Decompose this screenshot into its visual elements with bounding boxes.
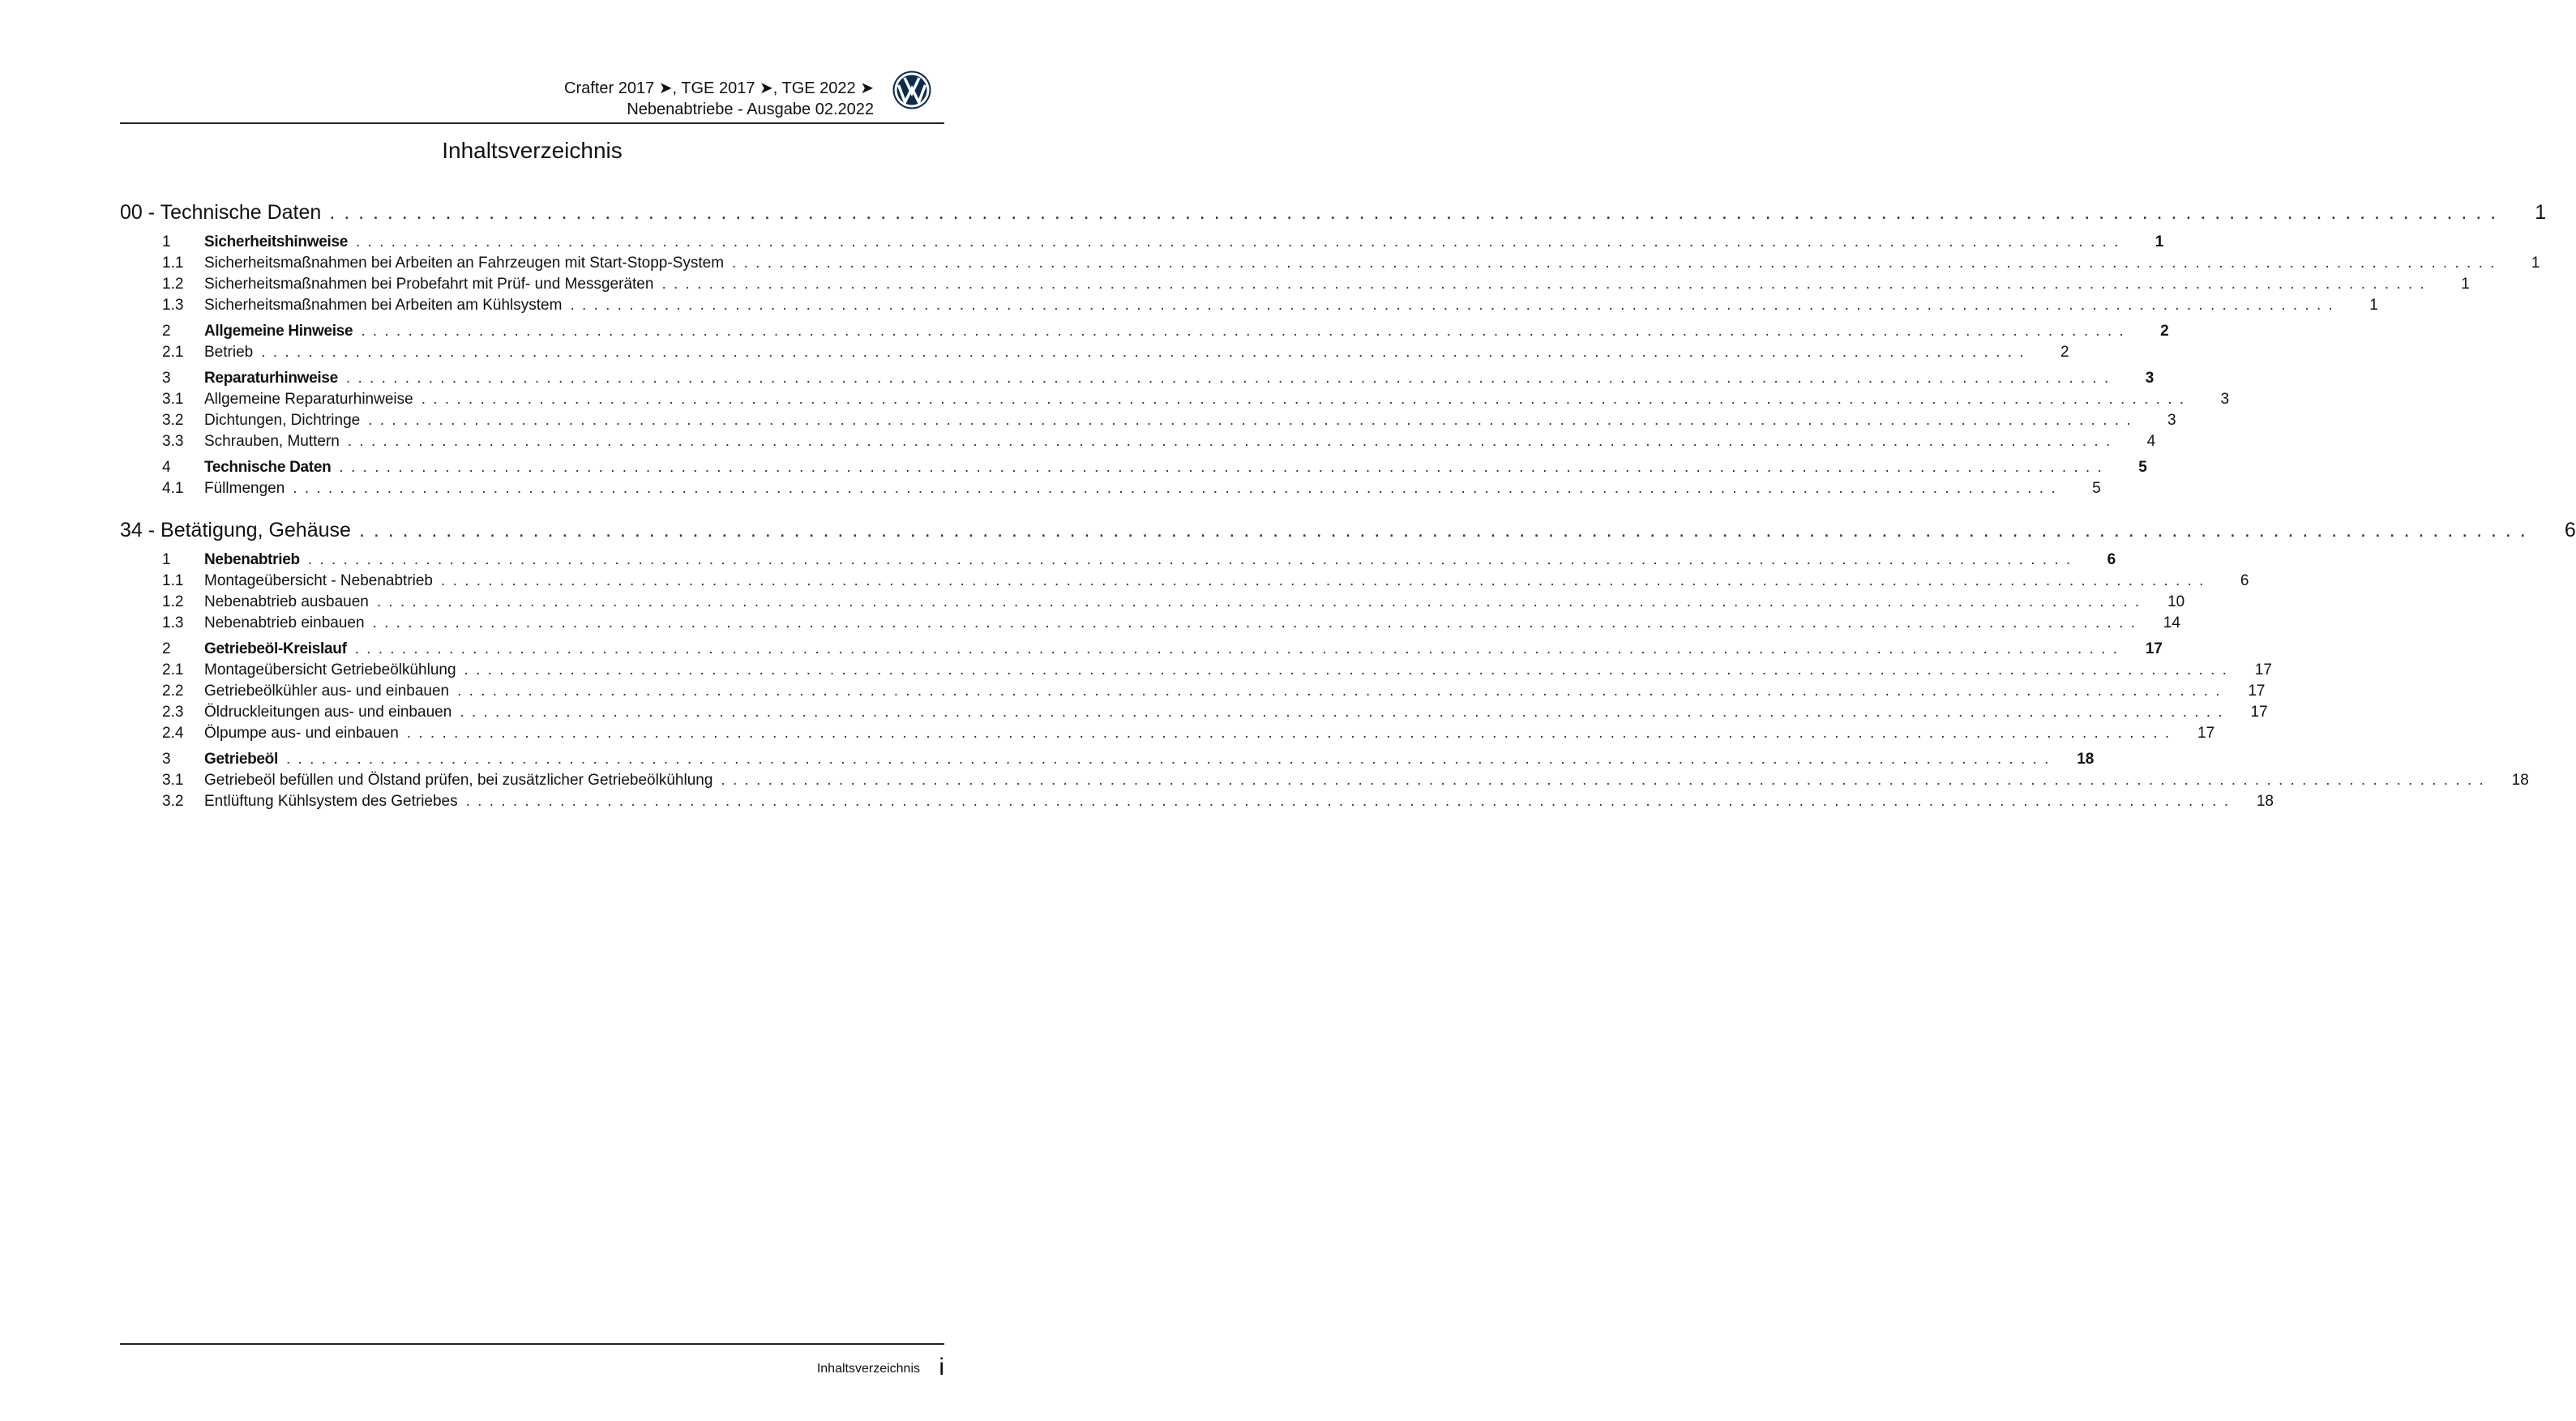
toc-entry-00-1-2[interactable] — [120, 274, 2470, 295]
footer-label: Inhaltsverzeichnis — [816, 1362, 920, 1376]
toc-section-number: 4 — [162, 459, 171, 476]
leader-dots: . . . . . . . . . . . . . . . . . . . . . . . . . . . . . . . . . . . . . . . . . . . . . . . . . . . . . . . . . . . . . . . . . . . . . . . . . . . . . . . . . . . . . . . . . . . . . . . . . . . . . . . . . . . . . . . . . . . . . . . . . . . . . . . . . . . . . . . . . . . . . . . . . . . . . . — [368, 412, 2133, 429]
toc-page-number: 14 — [2163, 614, 2180, 631]
toc-entry-number: 4.1 — [162, 480, 184, 497]
document-header — [122, 78, 874, 120]
toc-page-number: 10 — [2167, 593, 2185, 610]
leader-dots: . . . . . . . . . . . . . . . . . . . . . . . . . . . . . . . . . . . . . . . . . . . . . . . . . . . . . . . . . . . . . . . . . . . . . . . . . . . . . . . . . . . . . . . . . . . . . . . . . . . . . . . . . . . . . . . . . . . . . . . . . . . . . . . . . . . . . . . . . . . . . . . . . . . . . . — [347, 433, 2112, 450]
toc-entry-34-1-1[interactable] — [120, 571, 2249, 592]
leader-dots: . . . . . . . . . . . . . . . . . . . . . . . . . . . . . . . . . . . . . . . . . . . . . . . . . . . . . . . . . . . . . . . . . . . . . . . . . . . . . . . . . . . . . . . . . . . . . . . . . . . . . . . . . . . . . . . . . . . . . . . . . . . . . . . . . . . . . . . . . . . . . . . . . . . . . . — [406, 725, 2172, 742]
toc-entry-label: Ölpumpe aus- und einbauen — [204, 725, 399, 742]
toc-entry-label: Öldruckleitungen aus- und einbauen — [204, 704, 452, 721]
toc-entry-number: 3.1 — [162, 391, 184, 408]
toc-entry-label: Sicherheitsmaßnahmen bei Probefahrt mit Prüf- und Messgeräten — [204, 276, 654, 293]
toc-page-number: 3 — [2145, 370, 2155, 387]
vw-logo-icon — [892, 70, 932, 110]
toc-section-label: Allgemeine Hinweise — [204, 323, 353, 340]
toc-entry-34-3-2[interactable] — [120, 791, 2274, 812]
toc-entry-number: 2.1 — [162, 344, 184, 361]
toc-entry-34-2-1[interactable] — [120, 660, 2272, 681]
toc-entry-number: 1.3 — [162, 297, 184, 314]
leader-dots: . . . . . . . . . . . . . . . . . . . . . . . . . . . . . . . . . . . . . . . . . . . . . . . . . . . . . . . . . . . . . . . . . . . . . . . . . . . . . . . . . . . . . . . . . . . . . . . . . . . . . . . . . . . . . . . . . . . . . . . . . . . . . . . . . . . . . . . . . . . . . . . . . . . . . . — [732, 255, 2497, 272]
toc-chapter-34[interactable] — [120, 516, 2576, 545]
header-edition: Nebenabtriebe - Ausgabe 02.2022 — [627, 101, 874, 118]
toc-page-number: 2 — [2160, 323, 2169, 340]
toc-page-number: 2 — [2060, 344, 2069, 361]
toc-entry-label: Montageübersicht Getriebeölkühlung — [204, 661, 456, 678]
toc-page-number: 1 — [2535, 201, 2547, 224]
toc-section-number: 1 — [162, 233, 171, 250]
toc-entry-34-3-1[interactable] — [120, 770, 2529, 791]
leader-dots: . . . . . . . . . . . . . . . . . . . . . . . . . . . . . . . . . . . . . . . . . . . . . . . . . . . . . . . . . . . . . . . . . . . . . . . . . . . . . . . . . . . . . . . . . . . . . . . . . . . . . . . . . . . . . . . . . . . . . . . . . . . . . . . . . . . . . . . . . . . . . . . . . . . . . . — [354, 640, 2119, 657]
toc-entry-label: Montageübersicht - Nebenabtrieb — [204, 572, 434, 589]
toc-page-number: 5 — [2138, 459, 2147, 476]
toc-entry-number: 3.2 — [162, 412, 184, 429]
leader-dots: . . . . . . . . . . . . . . . . . . . . . . . . . . . . . . . . . . . . . . . . . . . . . . . . . . . . . . . . . . . . . . . . . . . . . . . . . . . . . . . . . . . . . . . . . . . . . . . . . . . . . . . . . . . . . . . . . . . . . . . . . . . . . . . . . . . . . . . . . . . . . . . . . . . . . . — [293, 480, 2057, 497]
toc-page-number: 1 — [2155, 233, 2164, 250]
toc-entry-number: 1.2 — [162, 593, 184, 610]
toc-page-number: 6 — [2240, 572, 2249, 589]
toc-entry-label: Nebenabtrieb ausbauen — [204, 593, 369, 610]
toc-entry-number: 2.3 — [162, 704, 184, 721]
toc-entry-00-1-3[interactable] — [120, 295, 2378, 316]
toc-entry-number: 1.1 — [162, 255, 184, 272]
toc-entry-number: 3.3 — [162, 433, 184, 450]
leader-dots: . . . . . . . . . . . . . . . . . . . . . . . . . . . . . . . . . . . . . . . . . . . . . . . . . . . . . . . . . . . . . . . . . . . . . . . . . . . . . . . . . . . . . . . . . . . . . . . . . . . . . . . . . . . . . . . . . . . . . . . . . . . . . . . . . . . . . . . . . . . . . . . . . . . . . . — [376, 593, 2142, 610]
toc-page-number: 1 — [2369, 297, 2378, 314]
toc-section-00-1[interactable] — [120, 232, 2164, 253]
toc-chapter-label: 34 - Betätigung, Gehäuse — [120, 519, 351, 541]
toc-entry-number: 2.4 — [162, 725, 184, 742]
leader-dots: . . . . . . . . . . . . . . . . . . . . . . . . . . . . . . . . . . . . . . . . . . . . . . . . . . . . . . . . . . . . . . . . . . . . . . . . . . . . . . . . . . . . . . . . . . . . . . . . . . . . . . . . . . . . . . . . . . . . . . . . . . . . . . . . . . . . . . . . . . . . . . . . . . . . . . — [339, 459, 2103, 476]
toc-entry-34-1-3[interactable] — [120, 613, 2180, 634]
table-of-contents — [120, 195, 2576, 812]
toc-entry-label: Allgemeine Reparaturhinweise — [204, 391, 413, 408]
header-divider — [120, 122, 944, 124]
toc-section-34-3[interactable] — [120, 749, 2095, 770]
toc-page-number: 17 — [2254, 661, 2272, 678]
leader-dots: . . . . . . . . . . . . . . . . . . . . . . . . . . . . . . . . . . . . . . . . . . . . . . . . . . . . . . . . . . . . . . . . . . . . . . . . . . . . . . . . . . . . . . . . . . . . . . . . . . . . . . . . . . . . . . . . . . . . . . . . . . . . . . . . . . . . . . . . . . . . . . . . . . . . . . — [421, 391, 2186, 408]
leader-dots: . . . . . . . . . . . . . . . . . . . . . . . . . . . . . . . . . . . . . . . . . . . . . . . . . . . . . . . . . . . . . . . . . . . . . . . . . . . . . . . . . . . . . . . . . . . . . . . . . . . . . . . . . . . . . . . . . . . . . . . . . . . . . . . . . . . . . . . . . . . . . . . . . . . . . . — [285, 751, 2051, 768]
toc-chapter-label: 00 - Technische Daten — [120, 201, 322, 224]
chapter-spacer — [120, 499, 944, 512]
toc-entry-34-1-2[interactable] — [120, 592, 2185, 613]
toc-page-number: 6 — [2107, 551, 2116, 568]
toc-section-number: 2 — [162, 640, 171, 657]
toc-section-00-4[interactable] — [120, 457, 2147, 478]
toc-page-number: 1 — [2461, 276, 2470, 293]
leader-dots: . . . . . . . . . . . . . . . . . . . . . . . . . . . . . . . . . . . . . . . . . . . . . . . . . . . . . . . . . . . . . . . . . . . . . . . . . . . . . . . . . . . . . . . . . . . . . . . . . . . . . . . . . . . . . . . . . . . . . . . . . . . . . . . . . . . . . . . . . . . . . . . . . . . . . . — [457, 683, 2222, 700]
toc-section-label: Getriebeöl — [204, 751, 278, 768]
leader-dots: . . . . . . . . . . . . . . . . . . . . . . . . . . . . . . . . . . . . . . . . . . . . . . . . . . . . . . . . . . . . . . . . . . . . . . . . . . . . . . . . . . . . . . . . . . . . . . . . . . . . . . . . . . . . . . . . . . . . . . . . . . . . . . . . . . . . . . . . . . . . . . . . . . . . . . — [361, 323, 2125, 340]
toc-page-number: 17 — [2145, 640, 2163, 657]
toc-section-34-1[interactable] — [120, 550, 2116, 571]
leader-dots: . . . . . . . . . . . . . . . . . . . . . . . . . . . . . . . . . . . . . . . . . . . . . . . . . . . . . . . . . . . . . . . . . . . . . . . . . . . . . . . . . . . . . . . . . . . . . . . . . . . . . . . . . . . . . . . . . . . . . . . . . . . . . . . . . . . . . . . . . . . . . . . . . . . . . . — [721, 772, 2485, 789]
toc-page-number: 17 — [2248, 683, 2266, 700]
toc-entry-00-2-1[interactable] — [120, 342, 2069, 363]
toc-section-number: 1 — [162, 551, 171, 568]
toc-entry-34-2-2[interactable] — [120, 681, 2266, 702]
toc-section-number: 2 — [162, 323, 171, 340]
toc-entry-00-4-1[interactable] — [120, 478, 2101, 499]
toc-entry-number: 3.2 — [162, 793, 184, 810]
toc-page-number: 18 — [2511, 772, 2529, 789]
toc-entry-label: Sicherheitsmaßnahmen bei Arbeiten am Kühlsystem — [204, 297, 563, 314]
leader-dots: . . . . . . . . . . . . . . . . . . . . . . . . . . . . . . . . . . . . . . . . . . . . . . . . . . . . . . . . . . . . . . . . . . . . . . . . . . . . . . . . . . . . . . . . . . . . . . . . . . . . . . . . . . . . . . . . . . . . . . . . . . . . . . . . . . . . . . . . . . . . . . . . . . . . . . — [661, 276, 2426, 293]
toc-section-00-2[interactable] — [120, 321, 2169, 342]
toc-page-number: 5 — [2092, 480, 2101, 497]
toc-section-00-3[interactable] — [120, 368, 2155, 389]
toc-entry-number: 2.1 — [162, 661, 184, 678]
footer-divider — [120, 1343, 944, 1345]
toc-entry-number: 1.1 — [162, 572, 184, 589]
toc-entry-label: Betrieb — [204, 344, 254, 361]
leader-dots: . . . . . . . . . . . . . . . . . . . . . . . . . . . . . . . . . . . . . . . . . . . . . . . . . . . . . . . . . . . . . . . . . . . . . . . . . . . . . . . . . . . . . . . . . . . . . . . . . . . . . . . . . . . . . . . . . . . . . . . . . . . . . . . . . . . . . . . . . . . . . . . . . . . . . . — [329, 201, 2498, 224]
toc-entry-00-3-3[interactable] — [120, 431, 2156, 452]
toc-chapter-00[interactable] — [120, 198, 2547, 227]
leader-dots: . . . . . . . . . . . . . . . . . . . . . . . . . . . . . . . . . . . . . . . . . . . . . . . . . . . . . . . . . . . . . . . . . . . . . . . . . . . . . . . . . . . . . . . . . . . . . . . . . . . . . . . . . . . . . . . . . . . . . . . . . . . . . . . . . . . . . . . . . . . . . . . . . . . . . . — [570, 297, 2334, 314]
leader-dots: . . . . . . . . . . . . . . . . . . . . . . . . . . . . . . . . . . . . . . . . . . . . . . . . . . . . . . . . . . . . . . . . . . . . . . . . . . . . . . . . . . . . . . . . . . . . . . . . . . . . . . . . . . . . . . . . . . . . . . . . . . . . . . . . . . . . . . . . . . . . . . . . . . . . . . — [358, 519, 2527, 541]
toc-entry-label: Sicherheitsmaßnahmen bei Arbeiten an Fahrzeugen mit Start-Stopp-System — [204, 255, 725, 272]
toc-section-34-2[interactable] — [120, 639, 2163, 660]
footer-page-number: i — [939, 1354, 944, 1380]
toc-entry-00-1-1[interactable] — [120, 253, 2540, 274]
toc-entry-label: Entlüftung Kühlsystem des Getriebes — [204, 793, 458, 810]
leader-dots: . . . . . . . . . . . . . . . . . . . . . . . . . . . . . . . . . . . . . . . . . . . . . . . . . . . . . . . . . . . . . . . . . . . . . . . . . . . . . . . . . . . . . . . . . . . . . . . . . . . . . . . . . . . . . . . . . . . . . . . . . . . . . . . . . . . . . . . . . . . . . . . . . . . . . . — [441, 572, 2206, 589]
leader-dots: . . . . . . . . . . . . . . . . . . . . . . . . . . . . . . . . . . . . . . . . . . . . . . . . . . . . . . . . . . . . . . . . . . . . . . . . . . . . . . . . . . . . . . . . . . . . . . . . . . . . . . . . . . . . . . . . . . . . . . . . . . . . . . . . . . . . . . . . . . . . . . . . . . . . . . — [372, 614, 2137, 631]
leader-dots: . . . . . . . . . . . . . . . . . . . . . . . . . . . . . . . . . . . . . . . . . . . . . . . . . . . . . . . . . . . . . . . . . . . . . . . . . . . . . . . . . . . . . . . . . . . . . . . . . . . . . . . . . . . . . . . . . . . . . . . . . . . . . . . . . . . . . . . . . . . . . . . . . . . . . . — [307, 551, 2073, 568]
page-title: Inhaltsverzeichnis — [442, 138, 623, 163]
toc-entry-label: Dichtungen, Dichtringe — [204, 412, 361, 429]
toc-entry-00-3-1[interactable] — [120, 389, 2230, 410]
toc-entry-34-2-3[interactable] — [120, 702, 2268, 723]
toc-section-number: 3 — [162, 751, 171, 768]
toc-entry-number: 1.3 — [162, 614, 184, 631]
leader-dots: . . . . . . . . . . . . . . . . . . . . . . . . . . . . . . . . . . . . . . . . . . . . . . . . . . . . . . . . . . . . . . . . . . . . . . . . . . . . . . . . . . . . . . . . . . . . . . . . . . . . . . . . . . . . . . . . . . . . . . . . . . . . . . . . . . . . . . . . . . . . . . . . . . . . . . — [355, 233, 2120, 250]
toc-section-label: Getriebeöl-Kreislauf — [204, 640, 347, 657]
toc-page-number: 4 — [2146, 433, 2156, 450]
toc-entry-label: Schrauben, Muttern — [204, 433, 340, 450]
toc-page-number: 18 — [2077, 751, 2095, 768]
toc-entry-label: Füllmengen — [204, 480, 285, 497]
toc-section-label: Nebenabtrieb — [204, 551, 300, 568]
toc-entry-label: Getriebeölkühler aus- und einbauen — [204, 683, 450, 700]
toc-page-number: 17 — [2250, 704, 2268, 721]
leader-dots: . . . . . . . . . . . . . . . . . . . . . . . . . . . . . . . . . . . . . . . . . . . . . . . . . . . . . . . . . . . . . . . . . . . . . . . . . . . . . . . . . . . . . . . . . . . . . . . . . . . . . . . . . . . . . . . . . . . . . . . . . . . . . . . . . . . . . . . . . . . . . . . . . . . . . . — [261, 344, 2026, 361]
toc-section-number: 3 — [162, 370, 171, 387]
toc-page-number: 17 — [2197, 725, 2215, 742]
toc-page-number: 6 — [2564, 519, 2576, 541]
toc-entry-number: 2.2 — [162, 683, 184, 700]
toc-page-number: 3 — [2220, 391, 2230, 408]
toc-page-number: 1 — [2531, 255, 2540, 272]
toc-entry-34-2-4[interactable] — [120, 723, 2215, 744]
leader-dots: . . . . . . . . . . . . . . . . . . . . . . . . . . . . . . . . . . . . . . . . . . . . . . . . . . . . . . . . . . . . . . . . . . . . . . . . . . . . . . . . . . . . . . . . . . . . . . . . . . . . . . . . . . . . . . . . . . . . . . . . . . . . . . . . . . . . . . . . . . . . . . . . . . . . . . — [465, 793, 2230, 810]
leader-dots: . . . . . . . . . . . . . . . . . . . . . . . . . . . . . . . . . . . . . . . . . . . . . . . . . . . . . . . . . . . . . . . . . . . . . . . . . . . . . . . . . . . . . . . . . . . . . . . . . . . . . . . . . . . . . . . . . . . . . . . . . . . . . . . . . . . . . . . . . . . . . . . . . . . . . . — [460, 704, 2224, 721]
header-models: Crafter 2017 ➤, TGE 2017 ➤, TGE 2022 ➤ — [564, 79, 874, 97]
toc-section-label: Technische Daten — [204, 459, 332, 476]
toc-section-label: Sicherheitshinweise — [204, 233, 348, 250]
toc-entry-number: 1.2 — [162, 276, 184, 293]
leader-dots: . . . . . . . . . . . . . . . . . . . . . . . . . . . . . . . . . . . . . . . . . . . . . . . . . . . . . . . . . . . . . . . . . . . . . . . . . . . . . . . . . . . . . . . . . . . . . . . . . . . . . . . . . . . . . . . . . . . . . . . . . . . . . . . . . . . . . . . . . . . . . . . . . . . . . . — [464, 661, 2228, 678]
toc-entry-number: 3.1 — [162, 772, 184, 789]
toc-entry-00-3-2[interactable] — [120, 410, 2176, 431]
toc-entry-label: Nebenabtrieb einbauen — [204, 614, 365, 631]
toc-section-label: Reparaturhinweise — [204, 370, 338, 387]
leader-dots: . . . . . . . . . . . . . . . . . . . . . . . . . . . . . . . . . . . . . . . . . . . . . . . . . . . . . . . . . . . . . . . . . . . . . . . . . . . . . . . . . . . . . . . . . . . . . . . . . . . . . . . . . . . . . . . . . . . . . . . . . . . . . . . . . . . . . . . . . . . . . . . . . . . . . . — [345, 370, 2111, 387]
toc-page-number: 3 — [2167, 412, 2176, 429]
toc-entry-label: Getriebeöl befüllen und Ölstand prüfen, bei zusätzlicher Getriebeölkühlung — [204, 772, 713, 789]
toc-page-number: 18 — [2256, 793, 2274, 810]
